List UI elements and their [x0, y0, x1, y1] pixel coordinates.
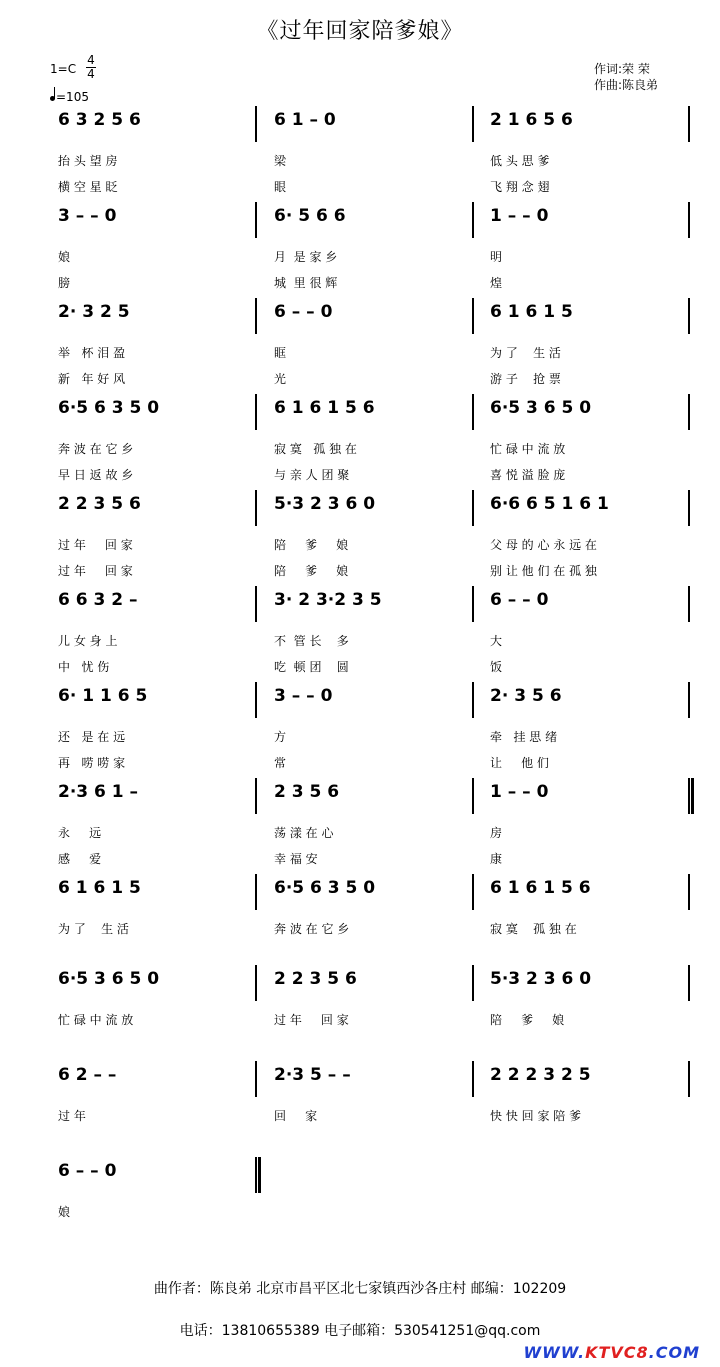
repeat-bar-line: [691, 778, 694, 814]
lyric-verse-1: 牵 挂 思 绪: [490, 730, 558, 744]
lyric-verse-1: 大: [490, 634, 503, 648]
watermark-prefix: WWW.: [523, 1343, 586, 1362]
lyric-verse-1: 为 了 生 活: [490, 346, 561, 360]
measure-notes: 6 1 – 0: [274, 110, 336, 130]
measure-notes: 6 – – 0: [58, 1161, 117, 1181]
lyric-verse-1: 快 快 回 家 陪 爹: [490, 1109, 582, 1123]
lyric-verse-2: 新 年 好 风: [58, 372, 126, 386]
measure-notes: 3· 2 3·2 3 5: [274, 590, 382, 610]
bar-line: [472, 874, 474, 910]
key-signature: 1=C: [50, 62, 77, 76]
lyric-verse-1: 方: [274, 730, 287, 744]
composer: 作曲:陈良弟: [594, 78, 659, 92]
bar-line: [255, 586, 257, 622]
lyric-verse-1: 抬 头 望 房: [58, 154, 118, 168]
measure-notes: 6·5 6 3 5 0: [274, 878, 376, 898]
lyric-verse-1: 儿 女 身 上: [58, 634, 118, 648]
lyric-verse-2: 陪 爹 娘: [274, 564, 349, 578]
bar-line: [688, 778, 690, 814]
bar-line: [688, 106, 690, 142]
lyric-verse-1: 荡 漾 在 心: [274, 826, 334, 840]
composer-address: 曲作者：陈良弟 北京市昌平区北七家镇西沙各庄村 邮编：102209: [153, 1281, 567, 1297]
lyric-verse-1: 父 母 的 心 永 远 在: [490, 538, 597, 552]
lyric-verse-1: 奔 波 在 它 乡: [274, 922, 350, 936]
lyric-verse-1: 奔 波 在 它 乡: [58, 442, 134, 456]
site-watermark: [523, 1343, 700, 1362]
measure-notes: 2·3 5 – –: [274, 1065, 351, 1085]
lyric-verse-1: 明: [490, 250, 503, 264]
measure-notes: 5·3 2 3 6 0: [490, 969, 592, 989]
bar-line: [255, 1061, 257, 1097]
measure-notes: 2· 3 2 5: [58, 302, 130, 322]
bar-line: [472, 490, 474, 526]
lyric-verse-1: 陪 爹 娘: [274, 538, 349, 552]
lyric-verse-2: 早 日 返 故 乡: [58, 468, 134, 482]
lyric-verse-2: 飞 翔 念 翅: [490, 180, 550, 194]
bar-line: [255, 682, 257, 718]
measure-notes: 6 1 6 1 5: [490, 302, 573, 322]
bar-line: [472, 202, 474, 238]
lyric-verse-2: 再 唠 唠 家: [58, 756, 126, 770]
measure-notes: 3 – – 0: [274, 686, 333, 706]
lyric-verse-1: 娘: [58, 1205, 71, 1219]
measure-notes: 6·5 6 3 5 0: [58, 398, 160, 418]
lyric-verse-1: 还 是 在 远: [58, 730, 126, 744]
bar-line: [255, 202, 257, 238]
bar-line: [472, 298, 474, 334]
lyric-verse-1: 过 年 回 家: [274, 1013, 349, 1027]
lyric-verse-2: 幸 福 安: [274, 852, 318, 866]
measure-notes: 6·6 6 5 1 6 1: [490, 494, 609, 514]
lyric-verse-2: 与 亲 人 团 聚: [274, 468, 350, 482]
lyric-verse-1: 不 管 长 多: [274, 634, 349, 648]
lyric-verse-1: 寂 寞 孤 独 在: [274, 442, 357, 456]
bar-line: [688, 586, 690, 622]
time-sig-top: 4: [87, 53, 95, 67]
measure-notes: 1 – – 0: [490, 782, 549, 802]
bar-line: [255, 778, 257, 814]
composer-contact: 电话：13810655389 电子邮箱：530541251@qq.com: [179, 1323, 541, 1339]
measure-notes: 5·3 2 3 6 0: [274, 494, 376, 514]
measure-notes: 2 3 5 6: [274, 782, 340, 802]
lyric-verse-2: 饭: [490, 660, 503, 674]
bar-line: [472, 1061, 474, 1097]
measure-notes: 2 2 3 5 6: [274, 969, 357, 989]
bar-line: [255, 298, 257, 334]
bar-line: [255, 490, 257, 526]
measure-notes: 1 – – 0: [490, 206, 549, 226]
lyric-verse-2: 游 子 抢 票: [490, 372, 561, 386]
final-bar-line: [258, 1157, 261, 1193]
bar-line: [255, 965, 257, 1001]
bar-line: [255, 106, 257, 142]
measure-notes: 6 6 3 2 –: [58, 590, 138, 610]
bar-line: [688, 298, 690, 334]
lyric-verse-2: 感 爱: [58, 852, 102, 866]
lyric-verse-1: 回 家: [274, 1109, 318, 1123]
lyric-verse-2: 吃 顿 团 圆: [274, 660, 349, 674]
page-title: 《过年回家陪爹娘》: [256, 19, 464, 44]
bar-line: [688, 965, 690, 1001]
bar-line: [688, 490, 690, 526]
measure-notes: 6·5 3 6 5 0: [490, 398, 592, 418]
bar-line: [255, 394, 257, 430]
measure-notes: 6 – – 0: [490, 590, 549, 610]
measure-notes: 2 1 6 5 6: [490, 110, 573, 130]
measure-notes: 6· 5 6 6: [274, 206, 346, 226]
measure-notes: 6 3 2 5 6: [58, 110, 141, 130]
quarter-note-icon: [50, 96, 55, 101]
lyric-verse-1: 为 了 生 活: [58, 922, 129, 936]
lyric-verse-1: 寂 寞 孤 独 在: [490, 922, 577, 936]
bar-line: [688, 202, 690, 238]
measure-notes: 2 2 3 5 6: [58, 494, 141, 514]
measure-notes: 6 1 6 1 5 6: [274, 398, 375, 418]
measure-notes: 6 1 6 1 5 6: [490, 878, 591, 898]
lyric-verse-2: 光: [274, 372, 287, 386]
lyric-verse-1: 过 年: [58, 1109, 86, 1123]
lyric-verse-1: 眶: [274, 346, 287, 360]
watermark-brand: KTVC8: [585, 1343, 649, 1362]
bar-line: [472, 778, 474, 814]
measure-notes: 2· 3 5 6: [490, 686, 562, 706]
measure-notes: 3 – – 0: [58, 206, 117, 226]
measure-notes: 6 2 – –: [58, 1065, 117, 1085]
lyric-verse-2: 横 空 星 眨: [58, 180, 118, 194]
time-sig-bottom: 4: [87, 67, 95, 81]
bar-line: [472, 106, 474, 142]
lyric-verse-1: 低 头 思 爹: [490, 154, 550, 168]
bar-line: [255, 1157, 257, 1193]
bar-line: [688, 874, 690, 910]
lyricist: 作词:荣 荣: [594, 62, 650, 76]
lyric-verse-1: 忙 碌 中 流 放: [490, 442, 566, 456]
lyric-verse-1: 梁: [274, 154, 287, 168]
measure-notes: 2 2 2 3 2 5: [490, 1065, 591, 1085]
measure-notes: 2·3 6 1 –: [58, 782, 139, 802]
watermark-suffix: .COM: [648, 1343, 700, 1362]
lyric-verse-1: 忙 碌 中 流 放: [58, 1013, 134, 1027]
lyric-verse-2: 眼: [274, 180, 287, 194]
bar-line: [688, 1061, 690, 1097]
lyric-verse-2: 康: [490, 852, 503, 866]
lyric-verse-2: 膀: [58, 276, 71, 290]
lyric-verse-2: 别 让 他 们 在 孤 独: [490, 564, 597, 578]
lyric-verse-2: 过 年 回 家: [58, 564, 133, 578]
measure-notes: 6·5 3 6 5 0: [58, 969, 160, 989]
lyric-verse-1: 娘: [58, 250, 71, 264]
tempo-mark: [50, 90, 89, 104]
measure-notes: 6 1 6 1 5: [58, 878, 141, 898]
tempo-value: =105: [56, 90, 89, 104]
bar-line: [688, 682, 690, 718]
lyric-verse-1: 房: [490, 826, 503, 840]
bar-line: [472, 682, 474, 718]
measure-notes: 6· 1 1 6 5: [58, 686, 148, 706]
bar-line: [472, 394, 474, 430]
lyric-verse-1: 举 杯 泪 盈: [58, 346, 126, 360]
lyric-verse-1: 月 是 家 乡: [274, 250, 338, 264]
bar-line: [472, 586, 474, 622]
lyric-verse-2: 常: [274, 756, 287, 770]
credits: [594, 61, 664, 93]
lyric-verse-2: 中 忧 伤: [58, 660, 110, 674]
lyric-verse-2: 喜 悦 溢 脸 庞: [490, 468, 566, 482]
bar-line: [472, 965, 474, 1001]
bar-line: [688, 394, 690, 430]
lyric-verse-2: 城 里 很 辉: [274, 276, 338, 290]
lyric-verse-2: 让 他 们: [490, 756, 549, 770]
measure-notes: 6 – – 0: [274, 302, 333, 322]
time-signature: [86, 54, 96, 81]
bar-line: [255, 874, 257, 910]
lyric-verse-1: 过 年 回 家: [58, 538, 133, 552]
lyric-verse-1: 永 远: [58, 826, 102, 840]
lyric-verse-1: 陪 爹 娘: [490, 1013, 565, 1027]
lyric-verse-2: 煌: [490, 276, 503, 290]
